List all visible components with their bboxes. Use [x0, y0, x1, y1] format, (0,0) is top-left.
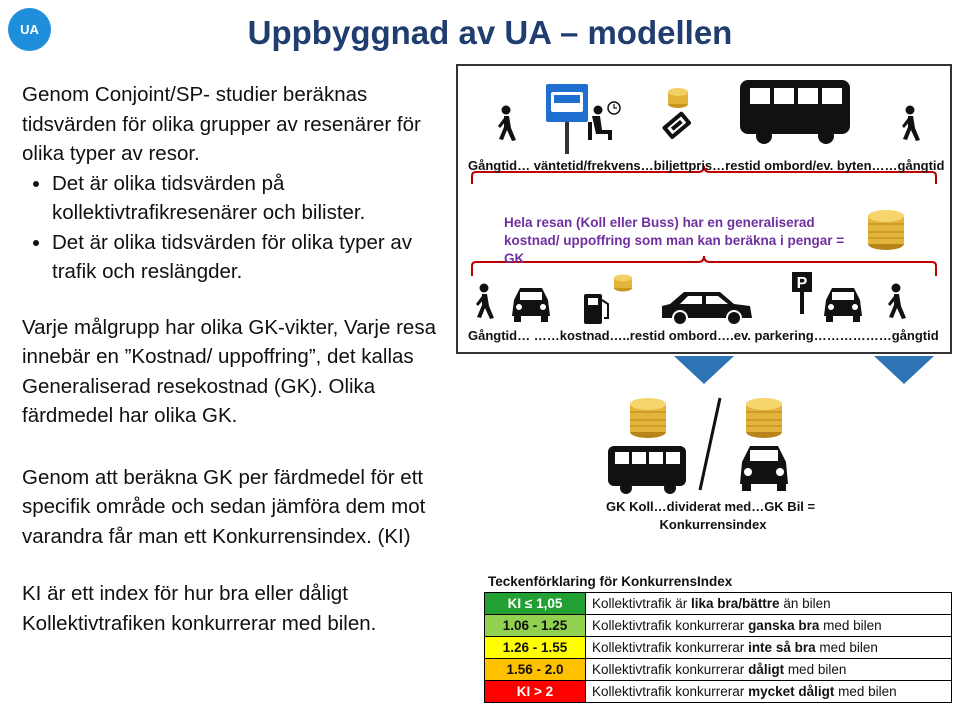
legend-description [586, 681, 952, 703]
left-text [22, 80, 442, 638]
legend-row [485, 593, 952, 615]
coin-stack-icon [630, 398, 666, 438]
gk-comparison-graphics [600, 390, 820, 500]
legend-text: Kollektivtrafik konkurrerar [592, 684, 749, 699]
gk-formula: GK Koll…dividerat med…GK Bil = [606, 499, 816, 514]
ki-legend-table [484, 592, 952, 703]
legend-description [586, 615, 952, 637]
diagram-graphics [458, 66, 950, 352]
legend-emphasis: ganska bra [748, 618, 820, 633]
waiting-person-icon [588, 102, 620, 140]
legend-description [586, 593, 952, 615]
ticket-icon [662, 111, 692, 140]
legend-text: än bilen [779, 596, 831, 611]
coin-stack-icon [868, 210, 904, 250]
down-arrow-icon [674, 356, 734, 384]
down-arrow-icon [874, 356, 934, 384]
legend-description [586, 659, 952, 681]
walking-person-icon [498, 106, 516, 142]
legend-emphasis: inte så bra [748, 640, 816, 655]
bus-stop-sign-icon [546, 84, 588, 154]
legend-text: med bilen [834, 684, 897, 699]
legend-title: Teckenförklaring för KonkurrensIndex [488, 574, 733, 589]
bus-icon [608, 446, 686, 494]
car-front-icon [740, 446, 788, 491]
walking-person-icon [902, 106, 920, 142]
car-front-icon [824, 288, 862, 322]
page-title: Uppbyggnad av UA – modellen [247, 14, 733, 51]
coins-icon [614, 275, 632, 292]
top-row-label: Gångtid… väntetid/frekvens…biljettpris…restid ombord/ev. byten……gångtid [468, 158, 945, 173]
walking-person-icon [476, 284, 494, 320]
legend-row [485, 659, 952, 681]
legend-text: med bilen [815, 640, 878, 655]
travel-cost-diagram [456, 64, 952, 354]
bullet-item: • Det är olika tidsvärden på kollektivtrafikresenärer och bilister. [52, 169, 442, 228]
walking-person-icon [888, 284, 906, 320]
parking-sign-label: P [796, 275, 808, 292]
coin-stack-icon [746, 398, 782, 438]
legend-description [586, 637, 952, 659]
legend-key: KI ≤ 1,05 [485, 593, 586, 615]
bullet-item: • Det är olika tidsvärden för olika typer av trafik och reslängder. [52, 228, 442, 287]
legend-emphasis: lika bra/bättre [691, 596, 780, 611]
gk-explanation: Hela resan (Koll eller Buss) har en generaliserad kostnad/ uppoffring som man kan beräkna i pengar = GK [504, 215, 845, 266]
paragraph-4: KI är ett index för hur bra eller dåligt Kollektivtrafiken konkurrerar med bilen. [22, 582, 377, 635]
legend-row [485, 681, 952, 703]
paragraph-3: Genom att beräkna GK per färdmedel för ett specifik område och sedan jämföra dem mot varandra får man ett Konkurrensindex. (KI) [22, 465, 426, 548]
paragraph-2: Varje målgrupp har olika GK-vikter, Varje resa innebär en ”Kostnad/ uppoffring”, det kallas Generaliserad resekostnad (GK). Olika färdmedel har olika GK. [22, 315, 436, 427]
ua-logo: UA [8, 8, 51, 51]
legend-key: 1.06 - 1.25 [485, 615, 586, 637]
legend-key: 1.26 - 1.55 [485, 637, 586, 659]
legend-row [485, 637, 952, 659]
legend-key: 1.56 - 2.0 [485, 659, 586, 681]
fuel-pump-icon [584, 294, 608, 324]
division-slash [700, 398, 720, 490]
parking-sign-icon [792, 272, 812, 314]
paragraph-1: Genom Conjoint/SP- studier beräknas tidsvärden för olika grupper av resenärer för olika typer av resor. [22, 83, 421, 165]
legend-text: med bilen [784, 662, 847, 677]
legend-text: Kollektivtrafik konkurrerar [592, 662, 749, 677]
legend-text: Kollektivtrafik konkurrerar [592, 618, 749, 633]
legend-text: Kollektivtrafik är [592, 596, 692, 611]
legend-text: med bilen [819, 618, 882, 633]
legend-emphasis: dåligt [748, 662, 785, 677]
legend-text: Kollektivtrafik konkurrerar [592, 640, 749, 655]
gk-result: Konkurrensindex [659, 517, 767, 532]
legend-key: KI > 2 [485, 681, 586, 703]
legend-emphasis: mycket dåligt [748, 684, 835, 699]
car-front-icon [512, 288, 550, 322]
bus-icon [740, 80, 850, 144]
legend-row [485, 615, 952, 637]
coins-icon [668, 88, 688, 108]
bullet-list [22, 169, 442, 287]
car-side-icon [662, 292, 752, 325]
bottom-row-label: Gångtid… ……kostnad…..restid ombord….ev. parkering………………gångtid [468, 328, 939, 343]
